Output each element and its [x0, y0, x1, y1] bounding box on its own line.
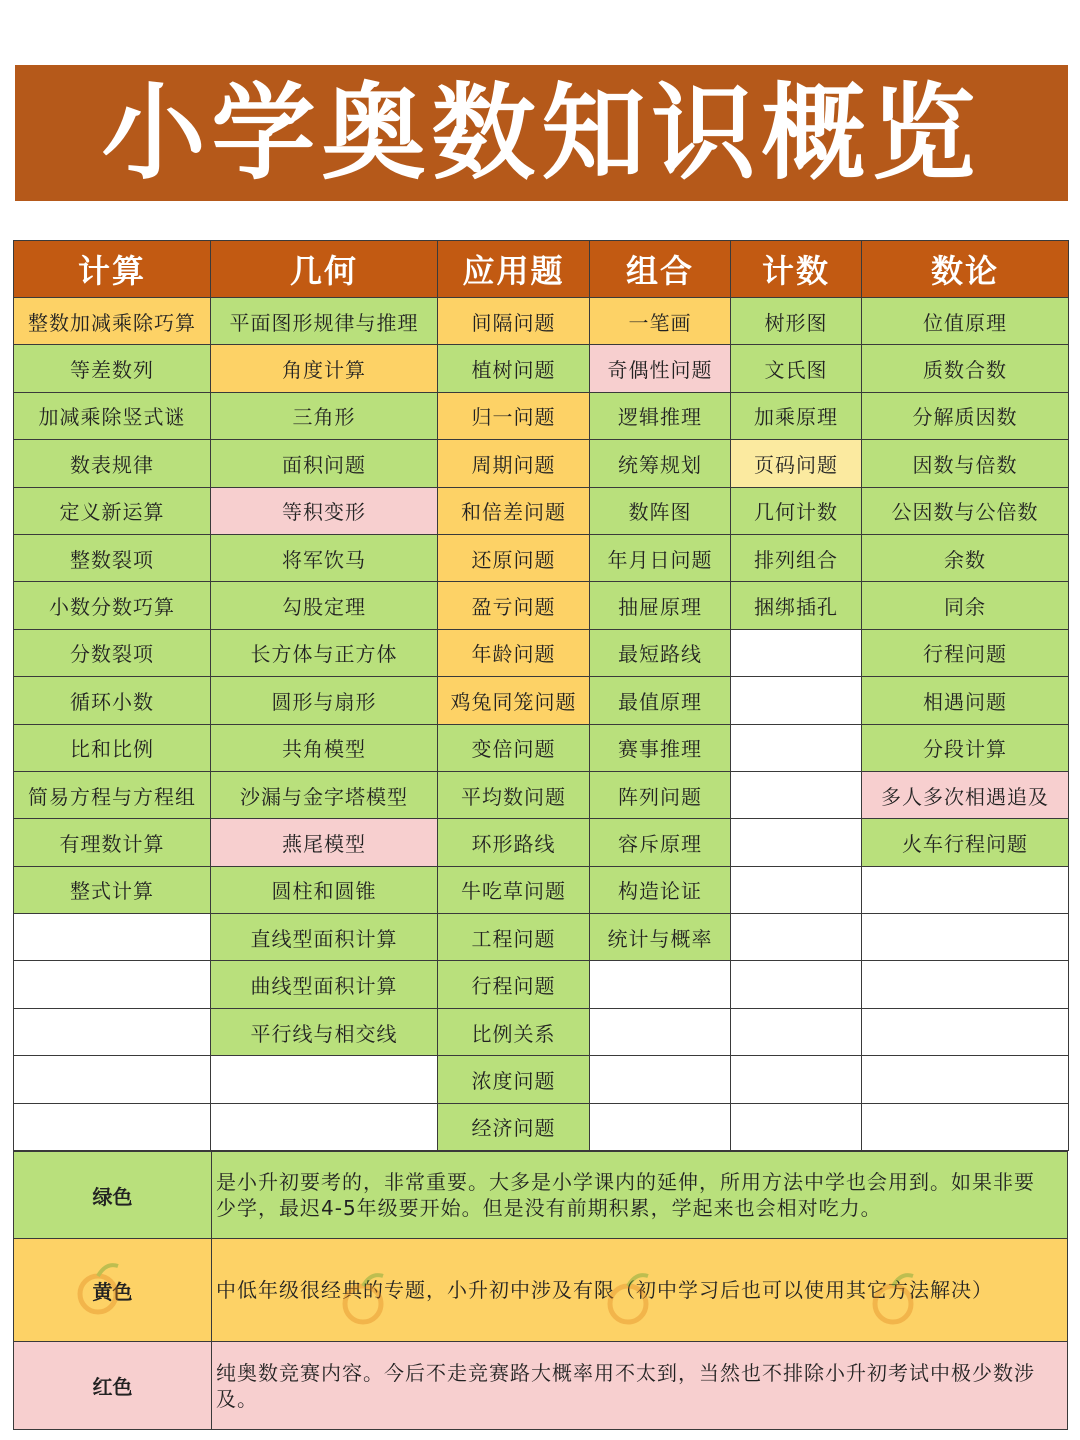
- table-row: [14, 914, 1069, 961]
- knowledge-table: [13, 240, 1069, 1151]
- topic-cell: 燕尾模型: [211, 819, 438, 866]
- topic-cell: 定义新运算: [14, 487, 211, 534]
- topic-cell: 公因数与公倍数: [862, 487, 1069, 534]
- table-row: [14, 440, 1069, 487]
- topic-cell: 间隔问题: [438, 298, 590, 345]
- empty-cell: [211, 1103, 438, 1150]
- topic-cell: 三角形: [211, 392, 438, 439]
- empty-cell: [862, 866, 1069, 913]
- column-header-number-theory: 数论: [862, 241, 1069, 298]
- topic-cell: 平行线与相交线: [211, 1008, 438, 1055]
- topic-cell: 圆形与扇形: [211, 677, 438, 724]
- column-header-geometry: 几何: [211, 241, 438, 298]
- empty-cell: [590, 1103, 731, 1150]
- topic-cell: 页码问题: [731, 440, 862, 487]
- empty-cell: [590, 1056, 731, 1103]
- topic-cell: 整式计算: [14, 866, 211, 913]
- topic-cell: 平面图形规律与推理: [211, 298, 438, 345]
- topic-cell: 平均数问题: [438, 771, 590, 818]
- table-row: [14, 819, 1069, 866]
- topic-cell: 整数裂项: [14, 534, 211, 581]
- column-header-counting: 计数: [731, 241, 862, 298]
- color-legend: [13, 1151, 1068, 1430]
- empty-cell: [211, 1056, 438, 1103]
- empty-cell: [731, 1103, 862, 1150]
- topic-cell: 文氏图: [731, 345, 862, 392]
- legend-label-red: 红色: [14, 1342, 212, 1430]
- empty-cell: [590, 1008, 731, 1055]
- topic-cell: 植树问题: [438, 345, 590, 392]
- table-row: [14, 1103, 1069, 1150]
- topic-cell: 最值原理: [590, 677, 731, 724]
- table-row: [14, 771, 1069, 818]
- empty-cell: [731, 629, 862, 676]
- topic-cell: 数阵图: [590, 487, 731, 534]
- topic-cell: 行程问题: [862, 629, 1069, 676]
- table-row: [14, 582, 1069, 629]
- topic-cell: 面积问题: [211, 440, 438, 487]
- topic-cell: 捆绑插孔: [731, 582, 862, 629]
- topic-cell: 小数分数巧算: [14, 582, 211, 629]
- topic-cell: 数表规律: [14, 440, 211, 487]
- legend-text-green: 是小升初要考的，非常重要。大多是小学课内的延伸，所用方法中学也会用到。如果非要少学，最迟4-5年级要开始。但是没有前期积累，学起来也会相对吃力。: [212, 1152, 1068, 1239]
- empty-cell: [731, 1056, 862, 1103]
- column-header-combinatorics: 组合: [590, 241, 731, 298]
- topic-cell: 排列组合: [731, 534, 862, 581]
- empty-cell: [731, 677, 862, 724]
- topic-cell: 沙漏与金字塔模型: [211, 771, 438, 818]
- topic-cell: 容斥原理: [590, 819, 731, 866]
- legend-label-yellow: 黄色: [14, 1239, 212, 1342]
- topic-cell: 同余: [862, 582, 1069, 629]
- empty-cell: [14, 1008, 211, 1055]
- topic-cell: 角度计算: [211, 345, 438, 392]
- table-row: [14, 677, 1069, 724]
- empty-cell: [731, 961, 862, 1008]
- topic-cell: 共角模型: [211, 724, 438, 771]
- title-banner: [15, 65, 1068, 201]
- topic-cell: 奇偶性问题: [590, 345, 731, 392]
- table-row: [14, 298, 1069, 345]
- topic-cell: 环形路线: [438, 819, 590, 866]
- table-row: [14, 724, 1069, 771]
- topic-cell: 火车行程问题: [862, 819, 1069, 866]
- topic-cell: 因数与倍数: [862, 440, 1069, 487]
- empty-cell: [14, 1103, 211, 1150]
- topic-cell: 分数裂项: [14, 629, 211, 676]
- topic-cell: 加乘原理: [731, 392, 862, 439]
- topic-cell: 长方体与正方体: [211, 629, 438, 676]
- topic-cell: 抽屉原理: [590, 582, 731, 629]
- topic-cell: 余数: [862, 534, 1069, 581]
- topic-cell: 和倍差问题: [438, 487, 590, 534]
- table-body: [14, 298, 1069, 1151]
- topic-cell: 分解质因数: [862, 392, 1069, 439]
- topic-cell: 循环小数: [14, 677, 211, 724]
- legend-text-red: 纯奥数竞赛内容。今后不走竞赛路大概率用不太到，当然也不排除小升初考试中极少数涉及。: [212, 1342, 1068, 1430]
- empty-cell: [731, 914, 862, 961]
- topic-cell: 盈亏问题: [438, 582, 590, 629]
- legend-text-yellow: 中低年级很经典的专题，小升初中涉及有限（初中学习后也可以使用其它方法解决）: [212, 1239, 1068, 1342]
- topic-cell: 几何计数: [731, 487, 862, 534]
- empty-cell: [731, 866, 862, 913]
- topic-cell: 一笔画: [590, 298, 731, 345]
- topic-cell: 浓度问题: [438, 1056, 590, 1103]
- empty-cell: [590, 961, 731, 1008]
- table-row: [14, 392, 1069, 439]
- empty-cell: [862, 1008, 1069, 1055]
- column-header-calculation: 计算: [14, 241, 211, 298]
- table-row: [14, 1008, 1069, 1055]
- empty-cell: [14, 961, 211, 1008]
- topic-cell: 工程问题: [438, 914, 590, 961]
- legend-label-green: 绿色: [14, 1152, 212, 1239]
- column-header-word-problems: 应用题: [438, 241, 590, 298]
- topic-cell: 逻辑推理: [590, 392, 731, 439]
- table-row: [14, 1056, 1069, 1103]
- topic-cell: 加减乘除竖式谜: [14, 392, 211, 439]
- empty-cell: [862, 914, 1069, 961]
- topic-cell: 比例关系: [438, 1008, 590, 1055]
- topic-cell: 树形图: [731, 298, 862, 345]
- topic-cell: 统筹规划: [590, 440, 731, 487]
- empty-cell: [862, 961, 1069, 1008]
- table-row: [14, 629, 1069, 676]
- legend-row-green: [14, 1152, 1068, 1239]
- topic-cell: 行程问题: [438, 961, 590, 1008]
- topic-cell: 相遇问题: [862, 677, 1069, 724]
- topic-cell: 最短路线: [590, 629, 731, 676]
- topic-cell: 赛事推理: [590, 724, 731, 771]
- topic-cell: 多人多次相遇追及: [862, 771, 1069, 818]
- empty-cell: [731, 771, 862, 818]
- topic-cell: 年龄问题: [438, 629, 590, 676]
- table-row: [14, 534, 1069, 581]
- topic-cell: 简易方程与方程组: [14, 771, 211, 818]
- topic-cell: 位值原理: [862, 298, 1069, 345]
- topic-cell: 有理数计算: [14, 819, 211, 866]
- page-title: 小学奥数知识概览: [101, 72, 982, 194]
- topic-cell: 构造论证: [590, 866, 731, 913]
- topic-cell: 曲线型面积计算: [211, 961, 438, 1008]
- empty-cell: [14, 1056, 211, 1103]
- topic-cell: 勾股定理: [211, 582, 438, 629]
- empty-cell: [731, 819, 862, 866]
- topic-cell: 变倍问题: [438, 724, 590, 771]
- legend-row-yellow: [14, 1239, 1068, 1342]
- empty-cell: [862, 1056, 1069, 1103]
- topic-cell: 经济问题: [438, 1103, 590, 1150]
- topic-cell: 还原问题: [438, 534, 590, 581]
- topic-cell: 直线型面积计算: [211, 914, 438, 961]
- table-row: [14, 345, 1069, 392]
- topic-cell: 年月日问题: [590, 534, 731, 581]
- table-row: [14, 866, 1069, 913]
- topic-cell: 周期问题: [438, 440, 590, 487]
- topic-cell: 鸡兔同笼问题: [438, 677, 590, 724]
- empty-cell: [14, 914, 211, 961]
- legend-row-red: [14, 1342, 1068, 1430]
- table-row: [14, 487, 1069, 534]
- empty-cell: [731, 1008, 862, 1055]
- topic-cell: 质数合数: [862, 345, 1069, 392]
- topic-cell: 统计与概率: [590, 914, 731, 961]
- topic-cell: 等差数列: [14, 345, 211, 392]
- topic-cell: 阵列问题: [590, 771, 731, 818]
- topic-cell: 分段计算: [862, 724, 1069, 771]
- topic-cell: 整数加减乘除巧算: [14, 298, 211, 345]
- topic-cell: 将军饮马: [211, 534, 438, 581]
- topic-cell: 牛吃草问题: [438, 866, 590, 913]
- topic-cell: 等积变形: [211, 487, 438, 534]
- empty-cell: [862, 1103, 1069, 1150]
- topic-cell: 归一问题: [438, 392, 590, 439]
- table-header-row: [14, 241, 1069, 298]
- topic-cell: 圆柱和圆锥: [211, 866, 438, 913]
- table-row: [14, 961, 1069, 1008]
- topic-cell: 比和比例: [14, 724, 211, 771]
- empty-cell: [731, 724, 862, 771]
